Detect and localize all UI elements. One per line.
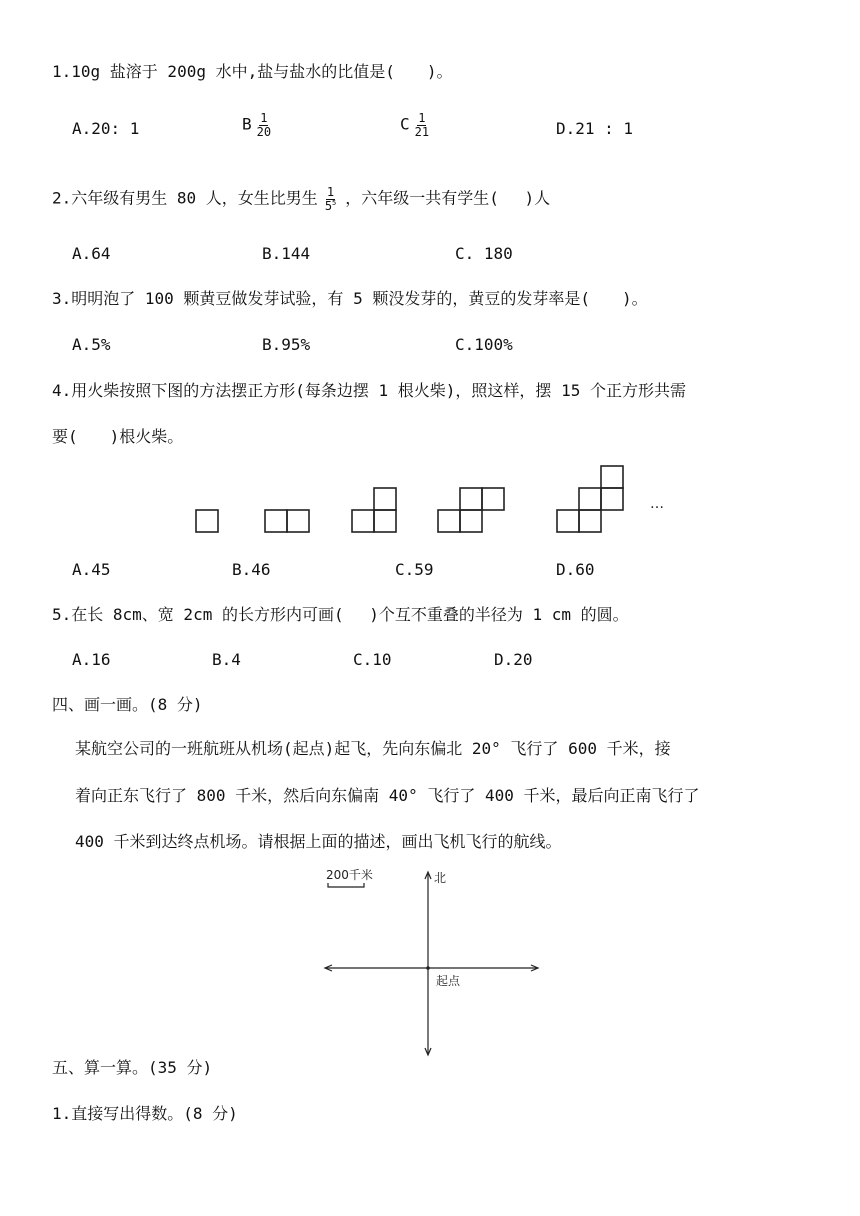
q1-option-d: D.21 : 1 — [556, 119, 634, 138]
q1-option-b-label: B — [242, 114, 252, 134]
q2-option-b: B.144 — [262, 244, 311, 263]
q1-option-a: A.20: 1 — [72, 119, 140, 138]
q1-c-denominator: 21 — [414, 124, 430, 139]
section5-heading: 五、算一算。(35 分) — [52, 1058, 213, 1077]
q3-option-a: A.5% — [72, 335, 111, 354]
section4-para-line1: 某航空公司的一班航班从机场(起点)起飞，先向东偏北 20° 飞行了 600 千米，接 — [75, 739, 671, 758]
q1-option-b-fraction — [256, 112, 272, 138]
section4-heading: 四、画一画。(8 分) — [52, 695, 203, 714]
q3-option-c: C.100% — [455, 335, 513, 354]
q4-option-d: D.60 — [556, 560, 595, 579]
origin-point — [426, 966, 430, 970]
q5-text: 5.在长 8cm、宽 2cm 的长方形内可画( )个互不重叠的半径为 1 cm 的圆。 — [52, 605, 629, 624]
section5-sub1: 1.直接写出得数。(8 分) — [52, 1104, 238, 1123]
figure5-squares — [557, 466, 623, 532]
q4-line1: 4.用火柴按照下图的方法摆正方形(每条边摆 1 根火柴)，照这样，摆 15 个正方形共需 — [52, 381, 686, 400]
q2-denominator-sup: 5 — [332, 198, 337, 207]
q2-fraction — [324, 186, 337, 212]
figure4-squares — [438, 488, 504, 532]
origin-label: 起点 — [436, 974, 461, 988]
q5-option-c: C.10 — [353, 650, 392, 669]
q1-option-b — [242, 112, 272, 138]
q4-option-b: B.46 — [232, 560, 271, 579]
figure-ellipsis: … — [650, 496, 664, 512]
q1-option-c — [400, 112, 430, 138]
q3-text: 3.明明泡了 100 颗黄豆做发芽试验，有 5 颗没发芽的，黄豆的发芽率是( )。 — [52, 289, 648, 308]
matchstick-squares-figure — [180, 458, 700, 538]
q2-text-before: 2.六年级有男生 80 人，女生比男生 — [52, 188, 318, 208]
q3-option-b: B.95% — [262, 335, 311, 354]
q4-line2: 要( )根火柴。 — [52, 427, 184, 446]
q2-numerator: 1 — [326, 185, 335, 199]
figure3-squares — [352, 488, 396, 532]
q4-option-c: C.59 — [395, 560, 434, 579]
q4-option-a: A.45 — [72, 560, 111, 579]
q5-option-d: D.20 — [494, 650, 533, 669]
section4-para-line2: 着向正东飞行了 800 千米，然后向东偏南 40° 飞行了 400 千米，最后向正南飞行了 — [75, 786, 700, 805]
q1-option-c-label: C — [400, 114, 410, 134]
q1-c-numerator: 1 — [418, 111, 426, 125]
scale-label: 200千米 — [326, 868, 373, 882]
q1-b-denominator: 20 — [256, 124, 272, 139]
q2-text — [52, 186, 550, 212]
q5-option-b: B.4 — [212, 650, 241, 669]
north-label: 北 — [434, 871, 447, 885]
q1-b-numerator: 1 — [260, 111, 268, 125]
q1-option-c-fraction — [414, 112, 430, 138]
q2-denominator: 5 — [324, 198, 333, 213]
q2-option-c: C. 180 — [455, 244, 513, 263]
flight-route-diagram — [320, 862, 545, 1058]
figure1-square — [196, 510, 218, 532]
figure2-squares — [265, 510, 309, 532]
scale-bar — [328, 883, 364, 887]
q1-text: 1.10g 盐溶于 200g 水中,盐与盐水的比值是( )。 — [52, 62, 453, 81]
q2-option-a: A.64 — [72, 244, 111, 263]
section4-para-line3: 400 千米到达终点机场。请根据上面的描述，画出飞机飞行的航线。 — [75, 832, 562, 851]
q2-denominator-wrap — [324, 200, 337, 213]
q2-text-after: ，六年级一共有学生( )人 — [345, 188, 551, 208]
q5-option-a: A.16 — [72, 650, 111, 669]
